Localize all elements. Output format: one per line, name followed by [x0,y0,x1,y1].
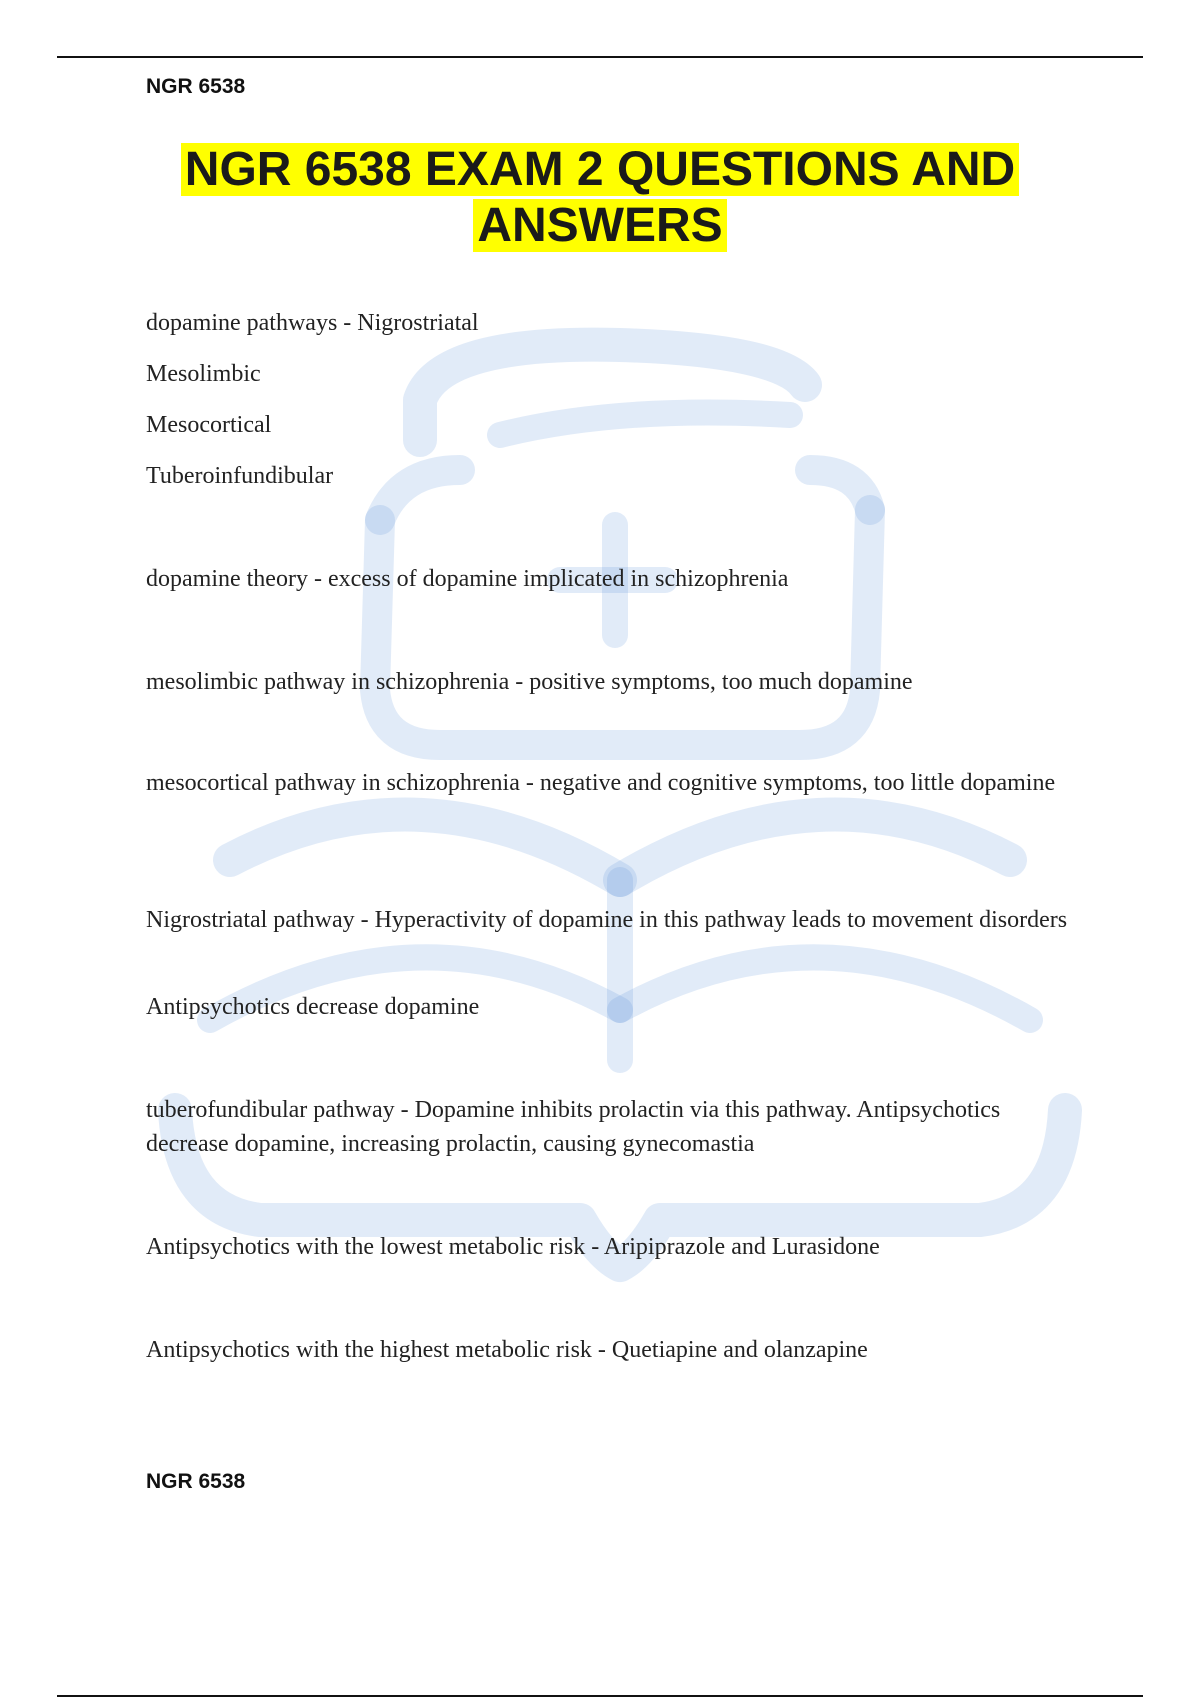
document-title [0,142,1200,254]
qa-entry: Antipsychotics with the highest metabolic risk - Quetiapine and olanzapine [146,1337,868,1363]
qa-entry: dopamine theory - excess of dopamine implicated in schizophrenia [146,566,789,592]
qa-entry: mesocortical pathway in schizophrenia - negative and cognitive symptoms, too little dopamine [146,770,1056,796]
qa-entry: mesolimbic pathway in schizophrenia - positive symptoms, too much dopamine [146,669,913,695]
qa-entry: Mesocortical [146,412,272,438]
bottom-rule [57,1695,1143,1697]
qa-entry: Mesolimbic [146,361,261,387]
qa-entry: Nigrostriatal pathway - Hyperactivity of dopamine in this pathway leads to movement disorders [146,907,1068,933]
qa-entry: tuberofundibular pathway - Dopamine inhibits prolactin via this pathway. Antipsychotics decrease dopamine, increasing prolactin, causing gynecomastia [146,1097,1001,1157]
title-line-2: ANSWERS [473,199,726,252]
footer-label: NGR 6538 [146,1470,246,1493]
qa-entry: dopamine pathways - Nigrostriatal [146,310,479,336]
title-line-1: NGR 6538 EXAM 2 QUESTIONS AND [181,143,1019,196]
qa-entry: Antipsychotics decrease dopamine [146,994,480,1020]
qa-entry: Antipsychotics with the lowest metabolic risk - Aripiprazole and Lurasidone [146,1234,880,1260]
header-label: NGR 6538 [146,75,246,98]
qa-entry: Tuberoinfundibular [146,463,334,489]
